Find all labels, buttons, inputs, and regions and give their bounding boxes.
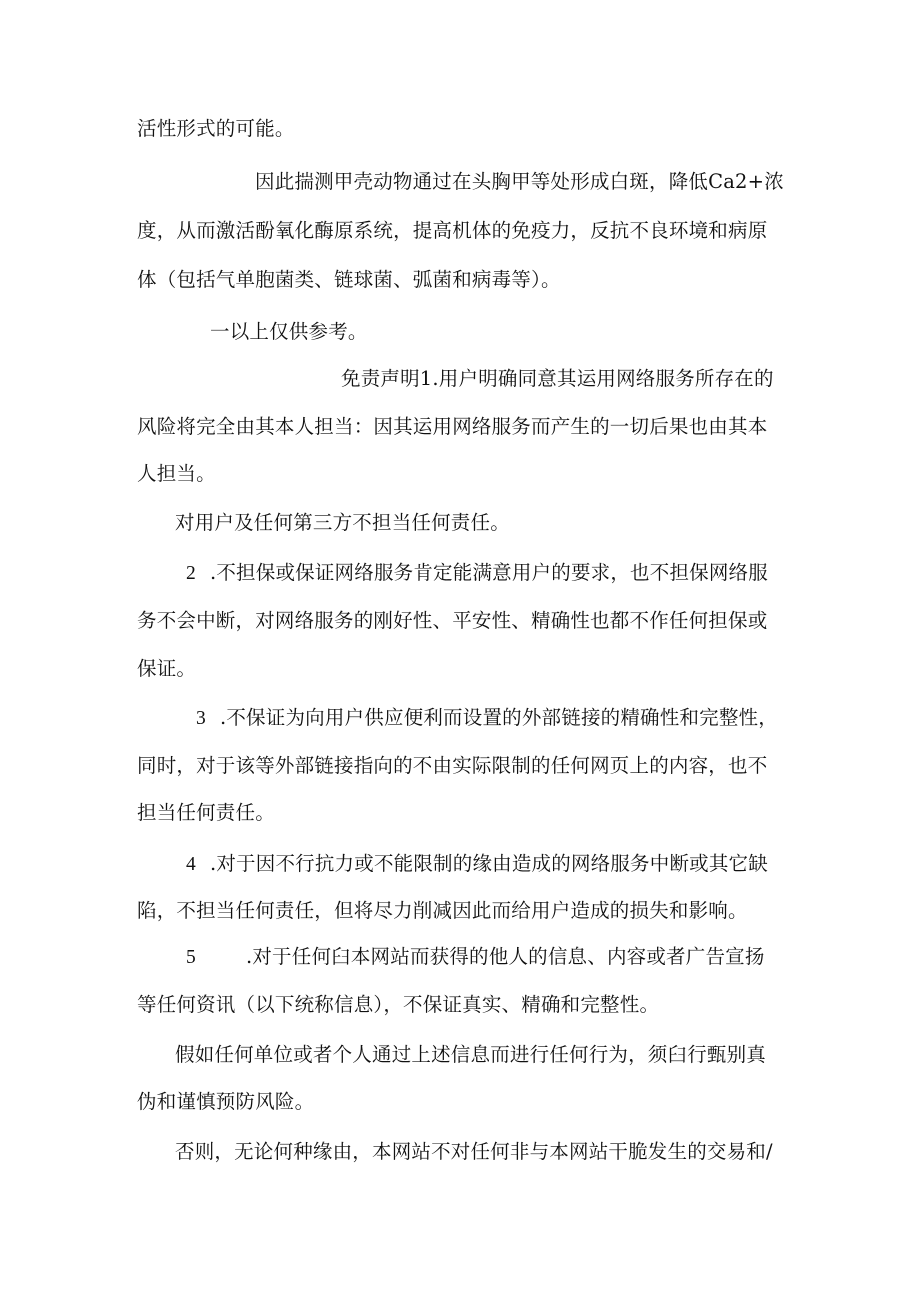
paragraph-2-line-2: 度，从而激活酚氧化酶原系统，提高机体的免疫力，反抗不良环境和病原 bbox=[137, 219, 768, 242]
paragraph-5-line-1: 对用户及任何第三方不担当任何责任。 bbox=[175, 511, 510, 534]
paragraph-10-line-1: 假如任何单位或者个人通过上述信息而进行任何行为，须臼行甄别真 bbox=[175, 1043, 767, 1066]
paragraph-7-line-3: 担当任何责任。 bbox=[137, 801, 275, 824]
paragraph-6-line-3: 保证。 bbox=[137, 657, 197, 680]
item-text: .对于因不行抗力或不能限制的缘由造成的网络服务中断或其它缺 bbox=[209, 852, 768, 875]
paragraph-2-line-3: 体（包括气单胞菌类、链球菌、弧菌和病毒等）。 bbox=[137, 268, 561, 291]
paragraph-9-line-2: 等任何资讯（以下统称信息），不保证真实、精确和完整性。 bbox=[137, 993, 660, 1016]
paragraph-7-line-1 bbox=[196, 704, 778, 733]
paragraph-7-line-2: 同时，对于该等外部链接指向的不由实际限制的任何网页上的内容，也不 bbox=[137, 754, 768, 777]
paragraph-9-line-1 bbox=[186, 943, 765, 972]
item-number: 5 bbox=[186, 947, 196, 968]
paragraph-2-line-1: 因此揣测甲壳动物通过在头胸甲等处形成白斑，降低Ca2+浓 bbox=[255, 170, 784, 193]
paragraph-1-line-1: 活性形式的可能。 bbox=[137, 117, 295, 140]
item-number: 3 bbox=[196, 708, 206, 729]
item-number: 4 bbox=[186, 854, 196, 875]
paragraph-8-line-2: 陷，不担当任何责任，但将尽力削减因此而给用户造成的损失和影响。 bbox=[137, 899, 748, 922]
paragraph-8-line-1 bbox=[186, 850, 768, 879]
paragraph-11-line-1: 否则，无论何种缘由，本网站不对任何非与本网站干脆发生的交易和/ bbox=[175, 1140, 773, 1163]
paragraph-4-line-2: 风险将完全由其本人担当：因其运用网络服务而产生的一切后果也由其本 bbox=[137, 415, 768, 438]
paragraph-4-line-3: 人担当。 bbox=[137, 462, 216, 485]
item-text: .对于任何臼本网站而获得的他人的信息、内容或者广告宣扬 bbox=[245, 945, 765, 968]
paragraph-4-line-1: 免责声明1.用户明确同意其运用网络服务所存在的 bbox=[341, 367, 774, 390]
item-text: .不担保或保证网络服务肯定能满意用户的要求，也不担保网络服 bbox=[209, 561, 768, 584]
item-number: 2 bbox=[186, 563, 196, 584]
paragraph-6-line-1 bbox=[186, 559, 768, 588]
paragraph-3-line-1: 一以上仅供参考。 bbox=[210, 320, 368, 343]
paragraph-10-line-2: 伪和谨慎预防风险。 bbox=[137, 1090, 315, 1113]
paragraph-6-line-2: 务不会中断，对网络服务的刚好性、平安性、精确性也都不作任何担保或 bbox=[137, 609, 768, 632]
item-text: .不保证为向用户供应便利而设置的外部链接的精确性和完整性， bbox=[219, 706, 778, 729]
